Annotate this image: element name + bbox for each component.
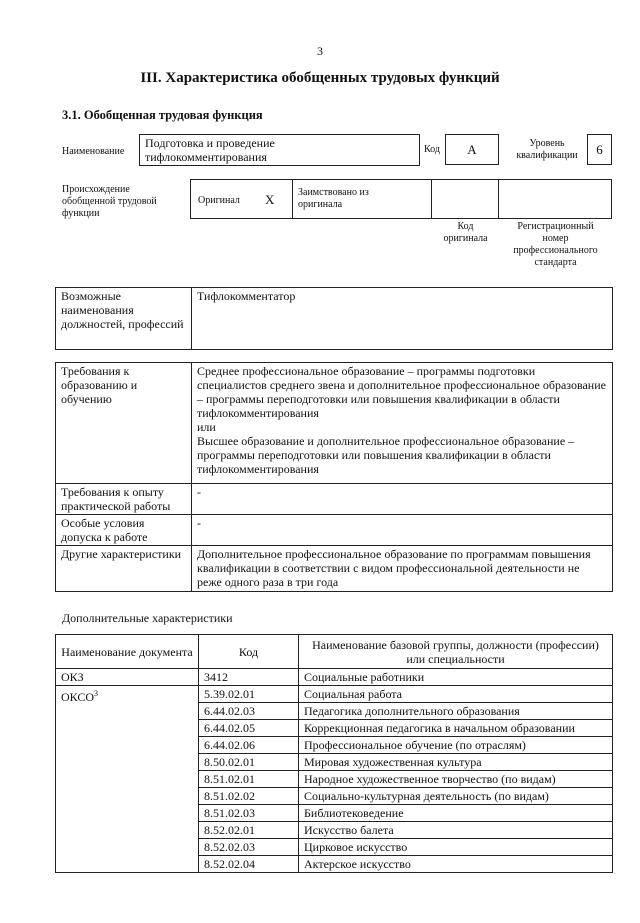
okso-footnote-mark: 3	[94, 689, 99, 698]
original-label: Оригинал	[198, 195, 240, 206]
reg-caption	[499, 221, 612, 269]
okso-code: 6.44.02.03	[199, 703, 299, 720]
code-value: A	[445, 134, 499, 165]
okz-code: 3412	[199, 669, 299, 686]
additional-header-row	[56, 635, 613, 669]
okso-name: Цирковое искусство	[299, 839, 613, 856]
reg-caption-line2: номер	[542, 233, 569, 244]
name-value-box	[139, 134, 420, 166]
okso-name: Народное художественное творчество (по видам)	[299, 771, 613, 788]
origin-label-line3: функции	[62, 208, 100, 219]
origin-label-line1: Происхождение	[62, 184, 130, 195]
origin-label-line2: обобщенной трудовой	[62, 196, 157, 207]
code-caption-line1: Код	[457, 221, 474, 232]
requirement-row	[56, 363, 613, 484]
okso-name: Мировая художественная культура	[299, 754, 613, 771]
requirement-row	[56, 484, 613, 515]
requirement-value: Среднее профессиональное образование – программы подготовки специалистов среднего звена и дополнительное профессиональное образование – программы переподготовки или повышения квалификации в области тифлокомментирования или Высшее образование и дополнительное профессиональное образование – программы переподготовки или повышения квалификации в области тифлокомментирования	[192, 363, 613, 484]
section-title: III. Характеристика обобщенных трудовых функций	[140, 70, 500, 86]
positions-row	[56, 288, 613, 350]
okso-code: 8.52.02.03	[199, 839, 299, 856]
origin-box	[190, 179, 612, 219]
requirement-label: Требования к образованию и обучению	[56, 363, 192, 484]
borrowed-label	[298, 187, 369, 211]
origin-divider-2	[431, 180, 432, 218]
borrowed-label-line2: оригинала	[298, 199, 343, 210]
origin-divider-3	[498, 180, 499, 218]
name-value-line2: тифлокомментирования	[145, 150, 267, 164]
okso-name: Профессиональное обучение (по отраслям)	[299, 737, 613, 754]
okso-name: Педагогика дополнительного образования	[299, 703, 613, 720]
okso-code: 8.51.02.01	[199, 771, 299, 788]
okso-code: 5.39.02.01	[199, 686, 299, 703]
okso-code: 6.44.02.05	[199, 720, 299, 737]
header-code: Код	[199, 635, 299, 669]
requirements-table	[55, 362, 613, 592]
table-row	[56, 669, 613, 686]
requirement-value: Дополнительное профессиональное образование по программам повышения квалификации в соответствии с видом профессиональной деятельности не реже одного раза в три года	[192, 546, 613, 592]
okso-name: Социальная работа	[299, 686, 613, 703]
subsection-title: 3.1. Обобщенная трудовая функция	[62, 108, 263, 122]
code-caption	[432, 221, 499, 245]
name-label: Наименование	[62, 146, 125, 157]
level-label-line1: Уровень	[529, 138, 565, 149]
okso-name: Актерское искусство	[299, 856, 613, 873]
requirement-label: Другие характеристики	[56, 546, 192, 592]
okz-name: Социальные работники	[299, 669, 613, 686]
okso-doc	[56, 686, 199, 873]
origin-label	[62, 184, 157, 220]
okso-name: Библиотековедение	[299, 805, 613, 822]
okso-code: 6.44.02.06	[199, 737, 299, 754]
requirement-value: -	[192, 484, 613, 515]
requirement-label: Требования к опыту практической работы	[56, 484, 192, 515]
okso-code: 8.52.02.04	[199, 856, 299, 873]
level-label	[505, 138, 589, 162]
page-number: 3	[317, 44, 323, 58]
origin-divider-1	[292, 180, 293, 218]
okso-code: 8.50.02.01	[199, 754, 299, 771]
okso-doc-label: ОКСО	[61, 690, 95, 704]
positions-table	[55, 287, 613, 350]
level-label-line2: квалификации	[516, 150, 578, 161]
okso-code: 8.51.02.02	[199, 788, 299, 805]
additional-table	[55, 634, 613, 873]
requirement-row	[56, 546, 613, 592]
requirement-value: -	[192, 515, 613, 546]
reg-caption-line1: Регистрационный	[517, 221, 594, 232]
requirement-label: Особые условия допуска к работе	[56, 515, 192, 546]
level-value: 6	[587, 134, 612, 165]
okso-name: Искусство балета	[299, 822, 613, 839]
reg-caption-line4: стандарта	[534, 257, 577, 268]
original-mark: X	[265, 192, 275, 207]
code-label: Код	[424, 144, 440, 155]
okso-code: 8.52.02.01	[199, 822, 299, 839]
reg-caption-line3: профессионального	[513, 245, 598, 256]
header-doc: Наименование документа	[56, 635, 199, 669]
okso-code: 8.51.02.03	[199, 805, 299, 822]
code-caption-line2: оригинала	[443, 233, 488, 244]
okso-name: Коррекционная педагогика в начальном образовании	[299, 720, 613, 737]
table-row	[56, 686, 613, 703]
positions-label: Возможные наименования должностей, профессий	[56, 288, 192, 350]
header-name: Наименование базовой группы, должности (профессии) или специальности	[299, 635, 613, 669]
positions-value: Тифлокомментатор	[192, 288, 613, 350]
okz-doc: ОКЗ	[56, 669, 199, 686]
borrowed-label-line1: Заимствовано из	[298, 187, 369, 198]
okso-name: Социально-культурная деятельность (по видам)	[299, 788, 613, 805]
requirement-row	[56, 515, 613, 546]
name-value-line1: Подготовка и проведение	[145, 136, 275, 150]
additional-title: Дополнительные характеристики	[62, 611, 233, 625]
